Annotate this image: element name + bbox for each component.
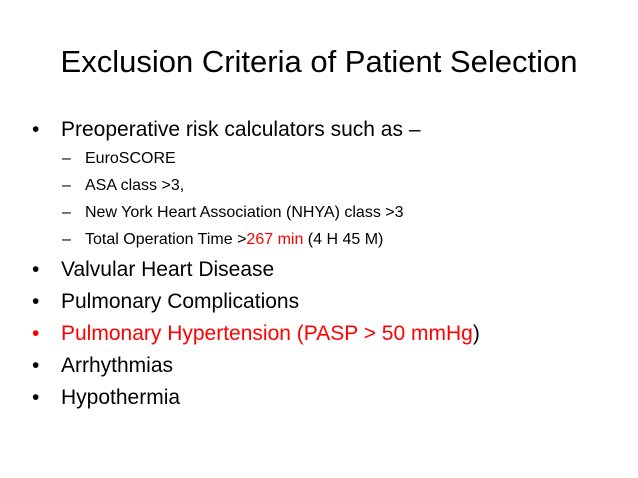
dash-icon: – — [62, 150, 71, 167]
bullet-text: Preoperative risk calculators such as – — [61, 118, 421, 141]
bullet-icon: • — [32, 354, 40, 377]
bullet-item-arrhythmias — [32, 352, 622, 379]
bullet-highlight: Pulmonary Hypertension (PASP > 50 mmHg — [61, 322, 473, 345]
bullet-text: Pulmonary Complications — [61, 290, 300, 313]
bullet-item-valvular — [32, 256, 622, 283]
sub-bullet-highlight: 267 min — [246, 231, 304, 248]
bullet-item-pulmonary-complications — [32, 288, 622, 315]
sub-bullet-item-nyha-class — [32, 202, 622, 223]
dash-icon: – — [62, 231, 71, 248]
bullet-text: Arrhythmias — [61, 354, 174, 377]
sub-bullet-text: ASA class >3, — [85, 177, 185, 194]
sub-bullet-item-euroscore — [32, 148, 622, 169]
sub-bullet-text-after: (4 H 45 M) — [303, 231, 384, 248]
sub-bullet-item-asa-class — [32, 175, 622, 196]
sub-bullet-text-before: Total Operation Time > — [85, 231, 247, 248]
bullet-icon: • — [32, 386, 40, 409]
bullet-icon: • — [32, 290, 40, 313]
bullet-icon: • — [32, 322, 40, 345]
bullet-icon: • — [32, 258, 40, 281]
bullet-item-hypothermia — [32, 384, 622, 411]
dash-icon: – — [62, 204, 71, 221]
bullet-icon: • — [32, 118, 40, 141]
sub-bullet-text: EuroSCORE — [85, 150, 176, 167]
bullet-item-risk-calculators — [32, 116, 622, 143]
dash-icon: – — [62, 177, 71, 194]
bullet-text: Valvular Heart Disease — [61, 258, 275, 281]
slide-title: Exclusion Criteria of Patient Selection — [60, 44, 578, 79]
bullet-list — [32, 116, 622, 416]
bullet-text-after: ) — [472, 322, 480, 345]
sub-bullet-item-operation-time — [32, 229, 622, 250]
bullet-text: Hypothermia — [61, 386, 181, 409]
bullet-item-pulmonary-hypertension — [32, 320, 622, 347]
sub-bullet-text: New York Heart Association (NHYA) class >3 — [85, 204, 404, 221]
